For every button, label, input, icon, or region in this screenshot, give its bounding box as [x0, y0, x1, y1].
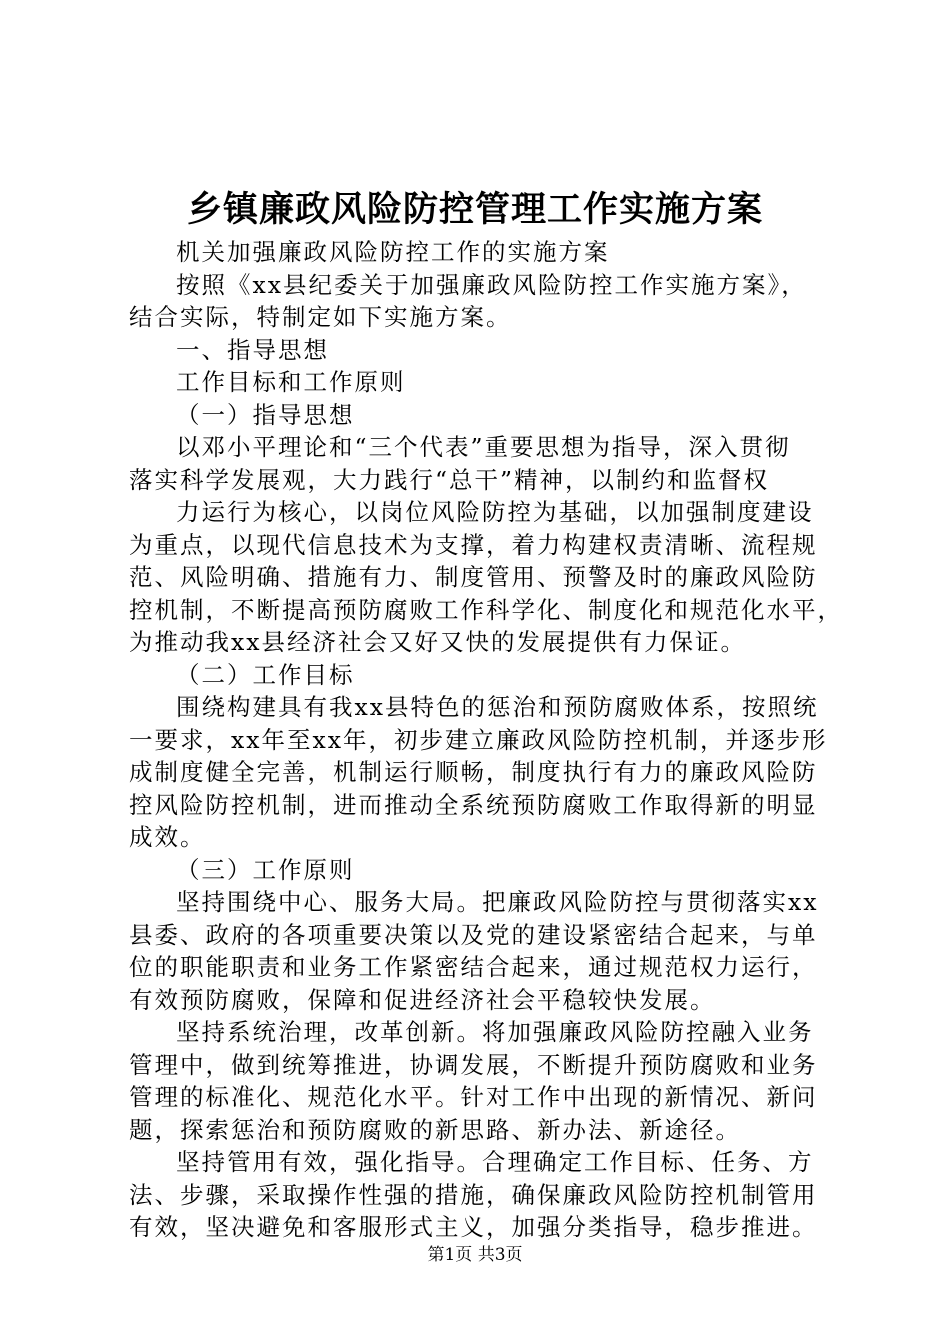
document-title: 乡镇廉政风险防控管理工作实施方案	[186, 189, 763, 230]
body-line: 成制度健全完善，机制运行顺畅，制度执行有力的廉政风险防	[129, 758, 818, 786]
body-line: 管理中，做到统筹推进，协调发展，不断提升预防腐败和业务	[129, 1050, 818, 1079]
body-line: 机关加强廉政风险防控工作的实施方案	[176, 238, 610, 266]
body-line: 坚持围绕中心、服务大局。把廉政风险防控与贯彻落实xx	[176, 888, 819, 916]
body-line: 为重点，以现代信息技术为支撑，着力构建权责清晰、流程规	[129, 530, 818, 559]
body-line: 围绕构建具有我xx县特色的惩治和预防腐败体系，按照统	[176, 693, 819, 721]
body-line: 力运行为核心，以岗位风险防控为基础，以加强制度建设	[176, 498, 814, 526]
body-line: 按照《xx县纪委关于加强廉政风险防控工作实施方案》，	[176, 270, 807, 299]
body-line: 一要求，xx年至xx年，初步建立廉政风险防控机制，并逐步形	[129, 725, 828, 754]
body-line: 结合实际，特制定如下实施方案。	[129, 303, 512, 331]
page-footer: 第1页 共3页	[427, 1245, 523, 1265]
body-line: 法、步骤，采取操作性强的措施，确保廉政风险防控机制管用	[129, 1180, 818, 1209]
body-line: 控风险防控机制，进而推动全系统预防腐败工作取得新的明显	[129, 790, 818, 819]
body-line: 坚持系统治理，改革创新。将加强廉政风险防控融入业务	[176, 1018, 814, 1046]
document-body	[129, 236, 843, 1244]
body-line: 落实科学发展观，大力践行“总干”精神，以制约和监督权	[129, 465, 770, 494]
body-line: 有效预防腐败，保障和促进经济社会平稳较快发展。	[129, 985, 716, 1014]
body-line: 县委、政府的各项重要决策以及党的建设紧密结合起来，与单	[129, 920, 818, 949]
body-line: 题，探索惩治和预防腐败的新思路、新办法、新途径。	[129, 1115, 741, 1144]
body-line: 坚持管用有效，强化指导。合理确定工作目标、任务、方	[176, 1148, 814, 1176]
body-line: 管理的标准化、规范化水平。针对工作中出现的新情况、新问	[129, 1083, 818, 1111]
body-line: 以邓小平理论和“三个代表”重要思想为指导，深入贯彻	[176, 433, 791, 461]
body-line: 有效，坚决避免和客服形式主义，加强分类指导，稳步推进。	[129, 1213, 818, 1241]
body-line: （三）工作原则	[176, 855, 355, 884]
body-line: 一、指导思想	[176, 335, 329, 364]
body-line: 控机制，不断提高预防腐败工作科学化、制度化和规范化水平，	[129, 595, 843, 624]
body-line: 位的职能职责和业务工作紧密结合起来，通过规范权力运行，	[129, 953, 818, 981]
body-line: 成效。	[129, 823, 206, 851]
body-line: （二）工作目标	[176, 660, 355, 689]
body-line: 为推动我xx县经济社会又好又快的发展提供有力保证。	[129, 628, 747, 656]
body-line: 工作目标和工作原则	[176, 368, 406, 396]
body-line: 范、风险明确、措施有力、制度管用、预警及时的廉政风险防	[129, 563, 818, 591]
body-line: （一）指导思想	[176, 400, 355, 429]
